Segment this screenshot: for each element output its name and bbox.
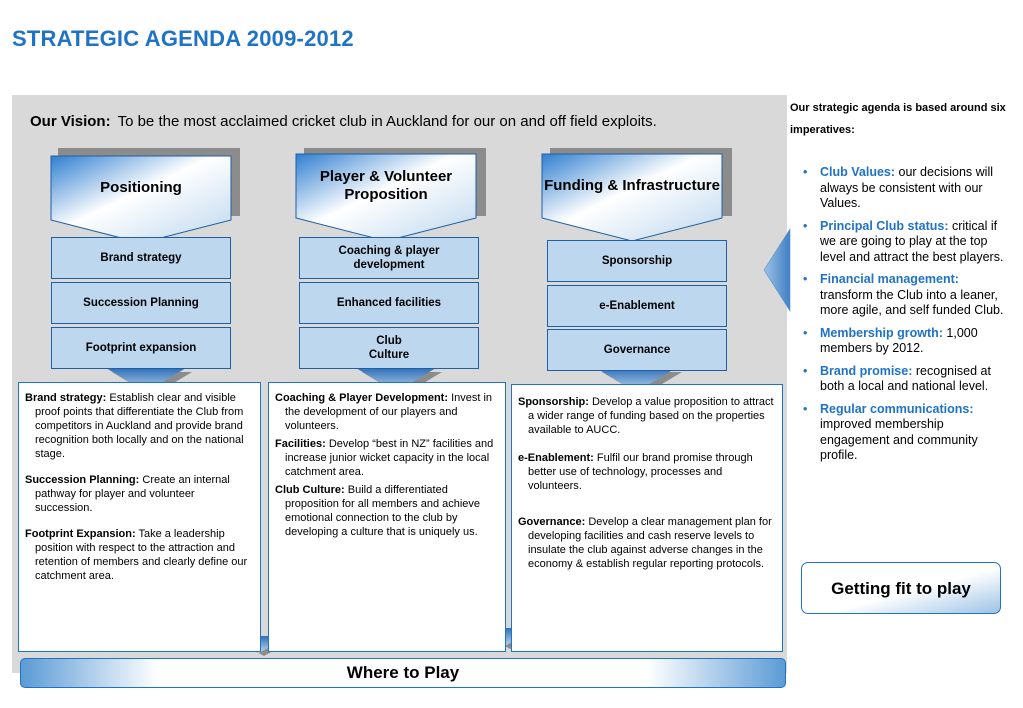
list-item: • Membership growth: 1,000 members by 2012. <box>803 325 978 355</box>
detail-entry: Facilities: Develop “best in NZ” facilities and increase junior wicket capacity in the local catchment area. <box>275 438 494 478</box>
pillar-item: Sponsorship <box>547 240 727 282</box>
pillar-item: Brand strategy <box>51 237 231 279</box>
pillar-item: e-Enablement <box>547 285 727 327</box>
bullet-icon: • <box>803 218 808 233</box>
list-item: • Regular communications: improved membership engagement and community profile. <box>803 401 978 462</box>
list-item: • Principal Club status: critical if we are going to play at the top level and attract the best players. <box>803 218 1004 264</box>
bullet-icon: • <box>803 363 808 378</box>
list-item: • Brand promise: recognised at both a local and national level. <box>803 363 991 393</box>
left-pointer-icon <box>764 229 790 311</box>
pillar-item: Footprint expansion <box>51 327 231 369</box>
detail-entry: e-Enablement: Fulfil our brand promise through better use of technology, processes and volunteers. <box>518 452 753 492</box>
imperatives-intro: Our strategic agenda is based around six imperatives: <box>790 102 1006 136</box>
detail-box-player-volunteer <box>268 382 506 652</box>
bullet-icon: • <box>803 325 808 340</box>
pillar-item: Enhanced facilities <box>299 282 479 324</box>
pillar-item: Succession Planning <box>51 282 231 324</box>
detail-entry: Club Culture: Build a differentiated proposition for all members and achieve emotional connection to the club by developing a culture that is uniquely us. <box>275 484 481 538</box>
detail-entry: Coaching & Player Development: Invest in the development of our players and volunteers. <box>275 392 493 432</box>
page-title: STRATEGIC AGENDA 2009-2012 <box>12 26 354 51</box>
detail-box-positioning <box>18 382 261 652</box>
bullet-icon: • <box>803 165 808 179</box>
detail-entry: Sponsorship: Develop a value proposition to attract a wider range of funding based on the properties available to AUCC. <box>518 396 774 436</box>
detail-box-funding <box>511 384 783 652</box>
detail-entry: Brand strategy: Establish clear and visible proof points that differentiate the Club from competitors in Auckland and provide brand recognition both locally and on the national stage. <box>25 392 244 460</box>
bullet-icon: • <box>803 272 808 286</box>
getting-fit-banner: Getting fit to play <box>801 562 1001 614</box>
imperatives-list <box>800 165 1015 471</box>
detail-entry: Succession Planning: Create an internal pathway for player and volunteer succession. <box>25 474 230 514</box>
pillar-item: Club Culture <box>299 327 479 369</box>
detail-entry: Footprint Expansion: Take a leadership position with respect to the attraction and retention of members and clearly define our catchment area. <box>25 528 248 582</box>
vision-text: To be the most acclaimed cricket club in Auckland for our on and off field exploits. <box>117 113 657 130</box>
bullet-icon: • <box>803 401 808 416</box>
pillar-title-player-volunteer: Player & Volunteer Proposition <box>319 168 453 203</box>
vision-label: Our Vision: <box>30 113 111 130</box>
list-item: • Club Values: our decisions will always be consistent with our Values. <box>803 165 993 210</box>
pillar-item: Coaching & player development <box>299 237 479 279</box>
where-to-play-banner: Where to Play <box>20 658 786 688</box>
detail-entry: Governance: Develop a clear management plan for developing facilities and cash reserve levels to insulate the club against adverse changes in the economy & establish regular reporting protocols. <box>518 516 772 570</box>
pillar-title-funding: Funding & Infrastructure <box>544 177 720 194</box>
pillar-item: Governance <box>547 329 727 371</box>
pillar-title-positioning: Positioning <box>100 179 182 196</box>
list-item: • Financial management: transform the Club into a leaner, more agile, and self funded Club. <box>803 272 1004 317</box>
